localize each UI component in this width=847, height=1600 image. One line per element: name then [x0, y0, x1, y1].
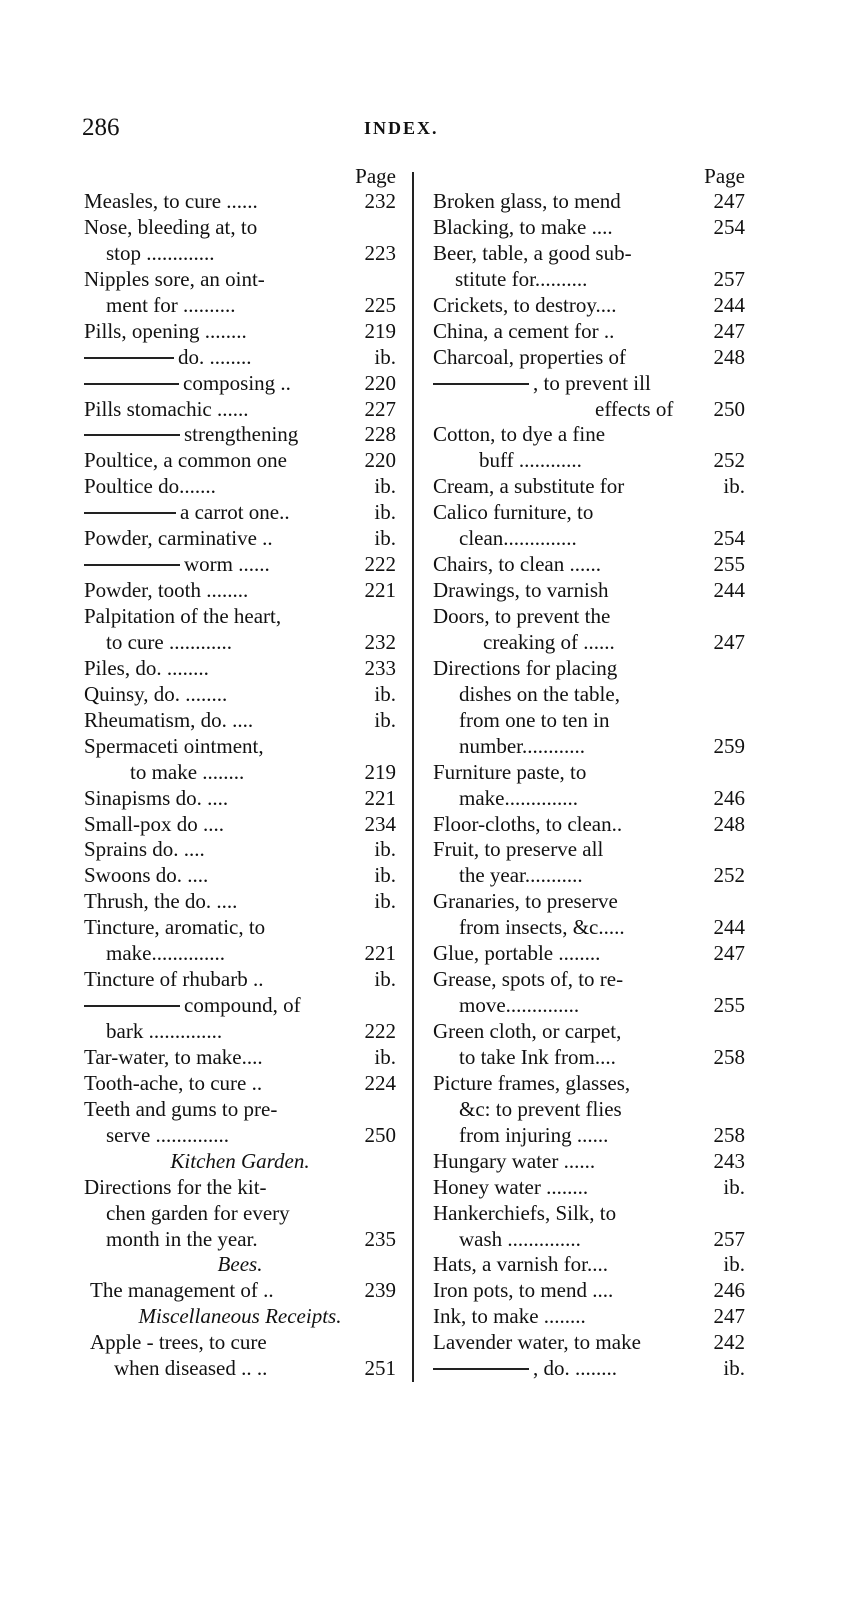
entry-page-number: 225	[364, 292, 396, 317]
index-entry	[433, 760, 745, 786]
entry-page-number: 258	[713, 1122, 745, 1147]
column-divider	[412, 172, 414, 1382]
entry-page-number: ib.	[723, 1174, 745, 1199]
entry-text: Miscellaneous Receipts.	[138, 1304, 342, 1329]
index-entry	[433, 526, 745, 552]
entry-text: Doors, to prevent the	[433, 604, 611, 628]
entry-page-number: 222	[364, 1019, 396, 1043]
index-entry	[433, 1252, 745, 1278]
entry-page-number: 219	[364, 759, 396, 784]
entry-text: Directions for placing	[433, 655, 618, 680]
index-entry	[433, 448, 745, 474]
index-entry	[84, 604, 396, 630]
index-entry	[84, 1097, 396, 1123]
index-entry	[84, 656, 396, 682]
entry-page-number: ib.	[374, 1044, 396, 1069]
entry-text: Charcoal, properties of	[433, 344, 627, 369]
entry-text: a carrot one..	[180, 500, 290, 525]
index-entry	[84, 552, 396, 578]
page-number: 286	[82, 114, 120, 141]
entry-text: Teeth and gums to pre-	[84, 1096, 278, 1121]
page-header	[0, 114, 847, 144]
index-entry	[84, 319, 396, 345]
entry-page-number: 233	[364, 655, 396, 680]
index-entry	[433, 1201, 745, 1227]
entry-page-number: 246	[713, 785, 745, 810]
index-entry	[433, 1175, 745, 1201]
index-entry	[433, 682, 745, 708]
index-entry	[433, 1045, 745, 1071]
entry-page-number: ib.	[374, 474, 396, 499]
entry-text: chen garden for every	[106, 1200, 290, 1225]
entry-page-number: ib.	[374, 863, 396, 888]
entry-page-number: 257	[713, 266, 745, 291]
index-section-heading	[84, 1252, 396, 1278]
entry-text: Rheumatism, do. ....	[84, 707, 254, 732]
entry-text: bark ..............	[106, 1019, 223, 1043]
index-entry	[84, 345, 396, 371]
index-entry	[84, 267, 396, 293]
index-entry	[433, 241, 745, 267]
entry-text: the year...........	[459, 863, 583, 888]
entry-page-number: 221	[364, 785, 396, 810]
entry-text: Tincture of rhubarb ..	[84, 967, 264, 992]
index-entry	[433, 293, 745, 319]
entry-page-number: 247	[713, 1304, 745, 1329]
entry-text: ment for ..........	[106, 292, 236, 317]
entry-text: Directions for the kit-	[84, 1174, 267, 1199]
entry-text: &c: to prevent flies	[459, 1096, 622, 1121]
index-entry	[84, 241, 396, 267]
entry-text: creaking of ......	[483, 629, 615, 654]
entry-text: Pills stomachic ......	[84, 396, 249, 421]
ditto-dash	[84, 357, 174, 359]
entry-text: clean..............	[459, 526, 577, 551]
entry-text: Palpitation of the heart,	[84, 604, 282, 628]
entry-text: Measles, to cure ......	[84, 189, 258, 213]
index-entry	[433, 889, 745, 915]
index-entry	[84, 993, 396, 1019]
entry-text: Apple - trees, to cure	[90, 1330, 267, 1355]
entry-text: Pills, opening ........	[84, 318, 247, 343]
entry-page-number: 242	[713, 1330, 745, 1355]
index-entry	[84, 1071, 396, 1097]
entry-text: effects of	[595, 396, 674, 421]
ditto-dash	[84, 564, 180, 566]
index-entry	[84, 734, 396, 760]
index-section-heading	[84, 1149, 396, 1175]
index-entry	[433, 1227, 745, 1253]
index-entry	[84, 215, 396, 241]
entry-text: Crickets, to destroy....	[433, 292, 617, 317]
index-entry	[84, 941, 396, 967]
entry-page-number: 232	[364, 629, 396, 654]
entry-page-number: 232	[364, 189, 396, 213]
entry-text: Chairs, to clean ......	[433, 552, 601, 577]
entry-text: Nipples sore, an oint-	[84, 266, 265, 291]
entry-page-number: ib.	[374, 707, 396, 732]
index-entry	[433, 786, 745, 812]
right-index-column	[433, 164, 745, 1382]
index-entry	[84, 1278, 396, 1304]
index-entry	[433, 189, 745, 215]
entry-page-number: 250	[364, 1122, 396, 1147]
index-entry	[433, 1330, 745, 1356]
entry-page-number: 254	[713, 526, 745, 551]
entry-text: Honey water ........	[433, 1174, 589, 1199]
entry-page-number: 234	[364, 811, 396, 836]
entry-text: Poultice, a common one	[84, 448, 287, 473]
entry-text: Furniture paste, to	[433, 759, 587, 784]
entry-text: Piles, do. ........	[84, 655, 209, 680]
entry-text: when diseased .. ..	[114, 1356, 268, 1381]
entry-page-number: ib.	[374, 889, 396, 914]
index-entry	[84, 1227, 396, 1253]
entry-text: from injuring ......	[459, 1122, 609, 1147]
index-entry	[84, 1045, 396, 1071]
index-entry	[84, 682, 396, 708]
entry-text: Quinsy, do. ........	[84, 681, 228, 706]
index-entry	[433, 552, 745, 578]
entry-page-number: 247	[713, 629, 745, 654]
entry-text: Granaries, to preserve	[433, 889, 618, 914]
entry-page-number: 255	[713, 552, 745, 577]
entry-page-number: 258	[713, 1044, 745, 1069]
entry-page-number: 255	[713, 993, 745, 1018]
entry-text: Spermaceti ointment,	[84, 733, 264, 758]
index-entry	[433, 993, 745, 1019]
entry-text: Iron pots, to mend ....	[433, 1278, 614, 1303]
entry-text: Blacking, to make ....	[433, 214, 613, 239]
index-entry	[84, 371, 396, 397]
entry-text: make..............	[106, 941, 225, 966]
entry-text: Tooth-ache, to cure ..	[84, 1070, 263, 1095]
entry-page-number: 244	[713, 915, 745, 940]
entry-text: The management of ..	[90, 1278, 274, 1303]
entry-page-number: 257	[713, 1226, 745, 1251]
entry-text: , to prevent ill	[533, 370, 651, 395]
index-entry	[84, 915, 396, 941]
entry-page-number: 251	[364, 1356, 396, 1381]
entry-text: strengthening	[184, 422, 299, 447]
index-entry	[433, 500, 745, 526]
entry-text: Ink, to make ........	[433, 1304, 586, 1329]
entry-page-number: 221	[364, 941, 396, 966]
entry-page-number: ib.	[374, 344, 396, 369]
entry-text: from one to ten in	[459, 707, 610, 732]
index-entry	[433, 1071, 745, 1097]
entry-page-number: ib.	[723, 1252, 745, 1277]
index-entry	[433, 474, 745, 500]
entry-page-number: 228	[364, 422, 396, 447]
ditto-dash	[84, 434, 180, 436]
entry-page-number: 223	[364, 240, 396, 265]
entry-text: do. ........	[178, 344, 252, 369]
entry-page-number: 247	[713, 318, 745, 343]
index-entry	[84, 526, 396, 552]
entry-text: Sprains do. ....	[84, 837, 205, 862]
index-entry	[433, 837, 745, 863]
entry-text: Fruit, to preserve all	[433, 837, 604, 862]
entry-text: Bees.	[217, 1252, 263, 1277]
entry-text: to take Ink from....	[459, 1044, 616, 1069]
entry-text: Powder, carminative ..	[84, 526, 273, 551]
entry-page-number: 248	[713, 344, 745, 369]
index-entry	[433, 734, 745, 760]
entry-text: Glue, portable ........	[433, 941, 601, 966]
entry-text: Tincture, aromatic, to	[84, 915, 266, 940]
entry-text: from insects, &c.....	[459, 915, 625, 940]
index-entry	[433, 578, 745, 604]
entry-text: Lavender water, to make	[433, 1330, 641, 1355]
entry-text: Floor-cloths, to clean..	[433, 811, 623, 836]
index-entry	[84, 967, 396, 993]
entry-text: Broken glass, to mend	[433, 189, 621, 213]
index-entry	[433, 604, 745, 630]
entry-text: Calico furniture, to	[433, 500, 594, 525]
entry-page-number: 227	[364, 396, 396, 421]
index-entry	[433, 1019, 745, 1045]
entry-text: Hungary water ......	[433, 1148, 596, 1173]
entry-page-number: ib.	[374, 967, 396, 992]
entry-page-number: ib.	[374, 526, 396, 551]
ditto-dash	[84, 383, 179, 385]
index-entry	[433, 1097, 745, 1123]
entry-text: Beer, table, a good sub-	[433, 240, 632, 265]
index-entry	[433, 941, 745, 967]
entry-page-number: ib.	[374, 500, 396, 525]
index-entry	[84, 293, 396, 319]
index-entry	[84, 1201, 396, 1227]
entry-page-number: 243	[713, 1148, 745, 1173]
left-entries	[84, 189, 396, 1382]
entry-text: move..............	[459, 993, 580, 1018]
entry-page-number: 247	[713, 941, 745, 966]
entry-text: Picture frames, glasses,	[433, 1070, 631, 1095]
index-entry	[84, 889, 396, 915]
entry-page-number: 250	[713, 396, 745, 421]
entry-text: Cream, a substitute for	[433, 474, 625, 499]
index-entry	[84, 474, 396, 500]
index-entry	[433, 1123, 745, 1149]
index-entry	[433, 215, 745, 241]
index-entry	[433, 708, 745, 734]
index-entry	[84, 578, 396, 604]
entry-text: Small-pox do ....	[84, 811, 224, 836]
entry-page-number: ib.	[374, 681, 396, 706]
index-entry	[84, 189, 396, 215]
index-entry	[433, 812, 745, 838]
entry-text: , do. ........	[533, 1356, 617, 1381]
index-entry	[84, 630, 396, 656]
entry-text: to make ........	[130, 759, 245, 784]
entry-text: dishes on the table,	[459, 681, 620, 706]
index-entry	[433, 422, 745, 448]
index-entry	[433, 656, 745, 682]
entry-page-number: 254	[713, 214, 745, 239]
index-entry	[433, 319, 745, 345]
entry-page-number: 220	[364, 370, 396, 395]
ditto-dash	[433, 383, 529, 385]
ditto-dash	[84, 512, 176, 514]
entry-text: Green cloth, or carpet,	[433, 1019, 622, 1043]
entry-page-number: 248	[713, 811, 745, 836]
entry-text: Swoons do. ....	[84, 863, 209, 888]
page-column-heading: Page	[355, 164, 396, 188]
entry-text: Nose, bleeding at, to	[84, 214, 258, 239]
entry-text: stitute for..........	[455, 266, 588, 291]
index-entry	[433, 863, 745, 889]
entry-page-number: ib.	[723, 474, 745, 499]
entry-page-number: 259	[713, 733, 745, 758]
index-entry	[84, 1175, 396, 1201]
entry-text: Grease, spots of, to re-	[433, 967, 624, 992]
entry-page-number: ib.	[723, 1356, 745, 1381]
index-entry	[433, 371, 745, 397]
entry-page-number: 224	[364, 1070, 396, 1095]
page-column-heading: Page	[704, 164, 745, 188]
entry-page-number: 252	[713, 448, 745, 473]
ditto-dash	[84, 1005, 180, 1007]
index-entry	[433, 1278, 745, 1304]
entry-text: stop .............	[106, 240, 215, 265]
entry-text: composing ..	[183, 370, 291, 395]
index-entry	[84, 812, 396, 838]
entry-page-number: 246	[713, 1278, 745, 1303]
index-entry	[84, 1330, 396, 1356]
entry-text: Tar-water, to make....	[84, 1044, 263, 1069]
entry-page-number: 244	[713, 292, 745, 317]
entry-text: Drawings, to varnish	[433, 578, 609, 603]
index-entry	[84, 863, 396, 889]
ditto-dash	[433, 1368, 529, 1370]
entry-text: Hats, a varnish for....	[433, 1252, 608, 1277]
left-index-column	[84, 164, 396, 1382]
index-entry	[84, 500, 396, 526]
index-entry	[84, 397, 396, 423]
index-entry	[84, 1019, 396, 1045]
entry-page-number: 220	[364, 448, 396, 473]
index-entry	[84, 1123, 396, 1149]
index-entry	[84, 837, 396, 863]
index-entry	[84, 448, 396, 474]
right-entries	[433, 189, 745, 1382]
index-entry	[433, 397, 745, 423]
entry-text: number............	[459, 733, 585, 758]
entry-page-number: 247	[713, 189, 745, 213]
index-entry	[84, 786, 396, 812]
index-entry	[84, 422, 396, 448]
index-entry	[433, 1149, 745, 1175]
entry-text: month in the year.	[106, 1226, 258, 1251]
entry-page-number: 239	[364, 1278, 396, 1303]
index-entry	[433, 1356, 745, 1382]
index-entry	[433, 267, 745, 293]
entry-text: Kitchen Garden.	[170, 1148, 310, 1173]
entry-text: compound, of	[184, 993, 301, 1018]
index-entry	[84, 708, 396, 734]
entry-page-number: 244	[713, 578, 745, 603]
index-entry	[84, 1356, 396, 1382]
entry-text: Powder, tooth ........	[84, 578, 249, 603]
entry-page-number: 222	[364, 552, 396, 577]
entry-text: Sinapisms do. ....	[84, 785, 229, 810]
index-section-heading	[84, 1304, 396, 1330]
entry-text: China, a cement for ..	[433, 318, 615, 343]
index-entry	[433, 630, 745, 656]
entry-text: to cure ............	[106, 629, 232, 654]
entry-page-number: 252	[713, 863, 745, 888]
entry-text: Cotton, to dye a fine	[433, 422, 606, 447]
entry-text: Thrush, the do. ....	[84, 889, 238, 914]
index-entry	[433, 967, 745, 993]
entry-text: Poultice do.......	[84, 474, 216, 499]
entry-text: Hankerchiefs, Silk, to	[433, 1200, 617, 1225]
page-title: INDEX.	[364, 118, 439, 138]
index-entry	[433, 345, 745, 371]
entry-page-number: ib.	[374, 837, 396, 862]
entry-text: make..............	[459, 785, 578, 810]
index-entry	[433, 915, 745, 941]
entry-text: buff ............	[479, 448, 582, 473]
entry-page-number: 221	[364, 578, 396, 603]
index-entry	[433, 1304, 745, 1330]
entry-text: wash ..............	[459, 1226, 581, 1251]
entry-page-number: 219	[364, 318, 396, 343]
entry-text: serve ..............	[106, 1122, 230, 1147]
entry-text: worm ......	[184, 552, 270, 577]
index-entry	[84, 760, 396, 786]
entry-page-number: 235	[364, 1226, 396, 1251]
